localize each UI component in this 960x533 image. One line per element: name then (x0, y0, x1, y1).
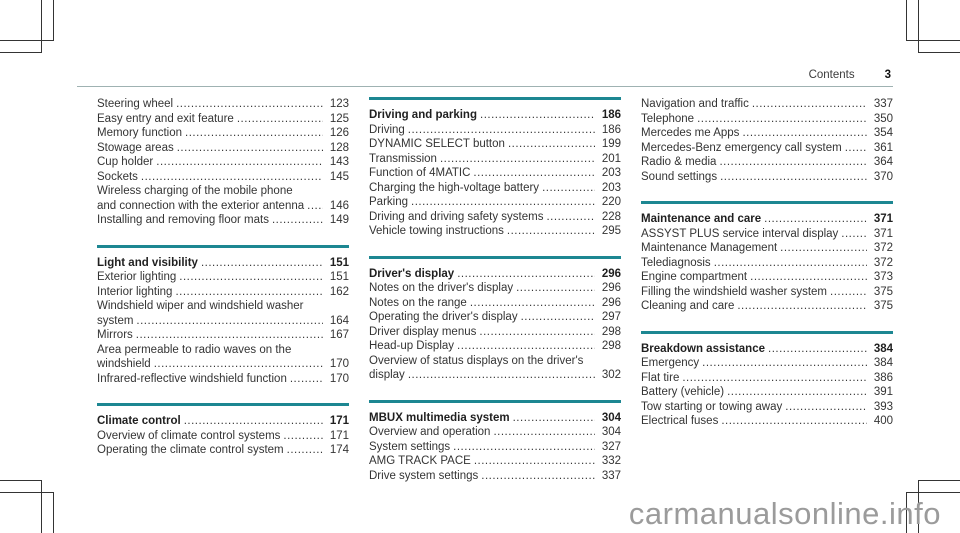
dot-leader (521, 310, 595, 325)
toc-entry (97, 184, 349, 213)
toc-entry-page-number: 296 (601, 282, 621, 294)
toc-entry (641, 285, 893, 300)
toc-entry (641, 112, 893, 127)
toc-entry-title: Notes on the range (369, 296, 467, 309)
dot-leader (440, 152, 595, 167)
toc-entry-page-number: 186 (601, 109, 621, 121)
toc-entry-page-number: 151 (329, 256, 349, 269)
toc-entry-page-number: 149 (329, 214, 349, 226)
toc-entry (97, 343, 349, 372)
toc-entry-title: Driving and parking (369, 109, 477, 121)
toc-entry-page-number: 298 (601, 325, 621, 338)
toc-entry-title: Mercedes me Apps (641, 127, 740, 139)
dot-leader (682, 371, 867, 386)
toc-entry-page-number: 297 (601, 311, 621, 323)
dot-leader (283, 429, 323, 444)
dot-leader (307, 199, 323, 214)
toc-entry-title: Driver display menus (369, 325, 477, 338)
toc-entry-title: Telephone (641, 112, 695, 125)
dot-leader (237, 112, 323, 127)
dot-leader (287, 443, 323, 458)
dot-leader (742, 126, 867, 141)
toc-entry-title: Maintenance and care (641, 213, 762, 225)
toc-entry-page-number: 171 (329, 415, 349, 427)
toc-section (97, 403, 349, 458)
toc-entry-page-number: 296 (601, 296, 621, 309)
dot-leader (408, 123, 595, 138)
toc-entry-title: Telediagnosis (641, 256, 711, 269)
toc-entry (369, 310, 621, 325)
section-divider-rule (369, 400, 621, 403)
toc-column (641, 97, 893, 429)
toc-entry-title: Breakdown assistance (641, 342, 766, 355)
dot-leader (185, 126, 323, 141)
toc-entry-page-number: 143 (329, 156, 349, 168)
header-page-number: 3 (884, 69, 891, 81)
toc-entry (641, 299, 893, 314)
dot-leader (479, 325, 595, 340)
toc-column (369, 97, 621, 483)
dot-leader (457, 339, 595, 354)
toc-entry-title: and connection with the exterior antenna (97, 199, 305, 212)
toc-entry (97, 170, 349, 185)
toc-entry-title: Vehicle towing instructions (369, 225, 504, 237)
toc-entry-title: Emergency (641, 357, 700, 369)
toc-entry (641, 141, 893, 156)
toc-entry-title: Sockets (97, 170, 138, 183)
dot-leader (768, 342, 867, 357)
toc-entry-page-number: 384 (873, 357, 893, 369)
toc-entry (97, 443, 349, 458)
toc-entry-page-number: 125 (329, 112, 349, 125)
toc-entry-page-number: 203 (601, 181, 621, 194)
toc-column (97, 97, 349, 458)
section-divider-rule (641, 331, 893, 334)
toc-entry-page-number: 199 (601, 138, 621, 150)
toc-entry-page-number: 375 (873, 300, 893, 312)
toc-entry-wrap-line: Wireless charging of the mobile phone (97, 185, 293, 197)
toc-entry (369, 425, 621, 440)
toc-entry-page-number: 350 (873, 112, 893, 125)
toc-entry-title: DYNAMIC SELECT button (369, 138, 505, 150)
toc-entry-title: Stowage areas (97, 141, 174, 154)
toc-entry (641, 371, 893, 386)
dot-leader (453, 440, 595, 455)
toc-entry-page-number: 354 (873, 127, 893, 139)
toc-entry (97, 126, 349, 141)
toc-entry-page-number: 203 (601, 167, 621, 179)
toc-section (97, 245, 349, 387)
section-divider-rule (641, 201, 893, 204)
toc-entry-title: Interior lighting (97, 285, 173, 298)
toc-entry (369, 210, 621, 225)
toc-entry-title: Steering wheel (97, 98, 174, 110)
toc-entry-page-number: 126 (329, 127, 349, 139)
toc-entry-title: Exterior lighting (97, 271, 177, 283)
dot-leader (272, 213, 323, 228)
toc-entry-title: windshield (97, 358, 151, 370)
dot-leader (201, 256, 323, 271)
dot-leader (184, 414, 323, 429)
toc-entry-title: MBUX multimedia system (369, 411, 510, 424)
toc-section-header-entry (97, 256, 349, 271)
toc-entry-page-number: 201 (601, 152, 621, 165)
toc-entry (641, 227, 893, 242)
dot-leader (542, 181, 595, 196)
dot-leader (136, 328, 323, 343)
toc-entry (369, 454, 621, 469)
toc-entry-page-number: 337 (601, 469, 621, 482)
crop-mark-top-left-inner (0, 0, 54, 41)
dot-leader (845, 141, 867, 156)
toc-entry (369, 224, 621, 239)
toc-entry-page-number: 393 (873, 400, 893, 413)
toc-entry-page-number: 170 (329, 372, 349, 385)
toc-entry (97, 429, 349, 444)
toc-entry-wrap-line: Overview of status displays on the driver's (369, 354, 584, 367)
toc-entry-title: Operating the climate control system (97, 444, 284, 456)
toc-entry (97, 112, 349, 127)
toc-entry-title: Driving and driving safety systems (369, 210, 544, 223)
dot-leader (457, 267, 595, 282)
dot-leader (719, 155, 867, 170)
toc-entry (641, 241, 893, 256)
dot-leader (493, 425, 595, 440)
toc-entry (369, 354, 621, 383)
toc-entry-page-number: 298 (601, 340, 621, 352)
toc-entry-page-number: 295 (601, 225, 621, 237)
toc-section (369, 256, 621, 383)
toc-entry (97, 372, 349, 387)
toc-entry (641, 256, 893, 271)
toc-entry-page-number: 220 (601, 196, 621, 208)
toc-entry-title: ASSYST PLUS service interval display (641, 227, 839, 240)
toc-entry-page-number: 372 (873, 242, 893, 254)
dot-leader (780, 241, 867, 256)
toc-entry (97, 155, 349, 170)
toc-entry (369, 339, 621, 354)
toc-entry-page-number: 128 (329, 141, 349, 154)
toc-entry-title: Radio & media (641, 156, 717, 168)
dot-leader (513, 411, 595, 426)
toc-entry-page-number: 123 (329, 98, 349, 110)
toc-section-header-entry (97, 414, 349, 429)
toc-entry-title: Sound settings (641, 170, 718, 183)
toc-entry-title: Filling the windshield washer system (641, 285, 827, 298)
toc-entry-title: Drive system settings (369, 469, 479, 482)
page-header (77, 68, 893, 87)
toc-entry-page-number: 361 (873, 141, 893, 154)
toc-entry-page-number: 384 (873, 342, 893, 355)
toc-columns (97, 97, 893, 483)
watermark: carmanualsonline.info (628, 496, 941, 531)
toc-entry (369, 469, 621, 484)
section-divider-rule (369, 256, 621, 259)
toc-entry-page-number: 296 (601, 267, 621, 280)
toc-entry (97, 213, 349, 228)
toc-entry (641, 97, 893, 112)
toc-section (97, 97, 349, 228)
toc-entry (369, 195, 621, 210)
toc-entry-title: Head-up Display (369, 340, 455, 352)
toc-section-header-entry (641, 342, 893, 357)
dot-leader (481, 469, 595, 484)
dot-leader (411, 195, 595, 210)
toc-entry-page-number: 304 (601, 426, 621, 438)
toc-entry-title: Installing and removing floor mats (97, 214, 269, 226)
toc-entry-title: Function of 4MATIC (369, 167, 471, 179)
dot-leader (480, 108, 595, 123)
toc-entry-page-number: 370 (873, 170, 893, 183)
toc-entry-page-number: 151 (329, 271, 349, 283)
toc-entry-page-number: 302 (601, 369, 621, 381)
dot-leader (752, 97, 867, 112)
toc-entry (369, 123, 621, 138)
toc-entry-page-number: 364 (873, 156, 893, 168)
toc-entry (641, 414, 893, 429)
toc-entry-page-number: 164 (329, 314, 349, 327)
toc-entry-title: Overview of climate control systems (97, 429, 281, 442)
section-divider-rule (97, 245, 349, 248)
toc-entry-page-number: 146 (329, 199, 349, 212)
dot-leader (750, 270, 867, 285)
dot-leader (141, 170, 323, 185)
toc-entry-title: Cleaning and care (641, 300, 735, 312)
toc-entry (641, 126, 893, 141)
toc-section (641, 331, 893, 429)
dot-leader (508, 137, 595, 152)
toc-entry-title: display (369, 369, 405, 381)
toc-entry-title: System settings (369, 440, 451, 453)
toc-entry (369, 281, 621, 296)
toc-entry-page-number: 170 (329, 358, 349, 370)
dot-leader (154, 357, 323, 372)
toc-entry-title: Flat tire (641, 371, 680, 384)
toc-entry (641, 356, 893, 371)
toc-entry-wrap-line: Area permeable to radio waves on the (97, 343, 292, 356)
toc-entry (641, 385, 893, 400)
toc-entry-title: Tow starting or towing away (641, 400, 783, 413)
section-divider-rule (369, 97, 621, 100)
toc-entry-title: Easy entry and exit feature (97, 112, 234, 125)
dot-leader (785, 400, 867, 415)
crop-mark-bottom-left-inner (0, 492, 54, 533)
toc-section-header-entry (641, 212, 893, 227)
toc-entry-page-number: 167 (329, 329, 349, 341)
toc-entry-page-number: 400 (873, 415, 893, 427)
toc-entry (641, 270, 893, 285)
toc-entry (97, 299, 349, 328)
toc-section-header-entry (369, 108, 621, 123)
toc-entry (97, 270, 349, 285)
toc-entry-title: Cup holder (97, 156, 154, 168)
toc-entry-title: Driving (369, 123, 405, 136)
toc-entry-page-number: 174 (329, 444, 349, 456)
toc-entry-page-number: 162 (329, 285, 349, 298)
toc-entry (369, 181, 621, 196)
toc-section-header-entry (369, 267, 621, 282)
toc-entry-page-number: 327 (601, 440, 621, 453)
toc-entry-page-number: 304 (601, 411, 621, 424)
toc-entry-title: Mirrors (97, 329, 133, 341)
dot-leader (714, 256, 867, 271)
toc-section (641, 97, 893, 184)
dot-leader (737, 299, 867, 314)
toc-section-header-entry (369, 411, 621, 426)
dot-leader (830, 285, 867, 300)
dot-leader (474, 454, 595, 469)
toc-entry (641, 400, 893, 415)
toc-entry (641, 170, 893, 185)
toc-entry (97, 97, 349, 112)
toc-section (369, 97, 621, 239)
toc-entry (369, 137, 621, 152)
dot-leader (727, 385, 867, 400)
toc-section (369, 400, 621, 484)
dot-leader (136, 314, 323, 329)
dot-leader (720, 170, 867, 185)
toc-entry-title: Light and visibility (97, 256, 198, 269)
toc-entry-page-number: 373 (873, 271, 893, 283)
crop-mark-top-right-inner (906, 0, 960, 41)
toc-entry-title: Driver's display (369, 267, 455, 280)
toc-entry-title: Climate control (97, 415, 181, 427)
toc-entry (97, 328, 349, 343)
toc-entry-title: Mercedes-Benz emergency call system (641, 141, 842, 154)
toc-entry-page-number: 145 (329, 170, 349, 183)
toc-entry (97, 285, 349, 300)
dot-leader (179, 270, 323, 285)
dot-leader (473, 166, 595, 181)
toc-entry (369, 325, 621, 340)
dot-leader (176, 97, 323, 112)
dot-leader (702, 356, 867, 371)
toc-entry-title: Parking (369, 196, 408, 208)
toc-entry-title: Charging the high-voltage battery (369, 181, 540, 194)
dot-leader (516, 281, 595, 296)
toc-entry-title: Overview and operation (369, 426, 491, 438)
dot-leader (177, 141, 323, 156)
toc-entry-title: Battery (vehicle) (641, 386, 725, 398)
toc-entry-page-number: 337 (873, 98, 893, 110)
toc-entry-page-number: 371 (873, 213, 893, 225)
dot-leader (697, 112, 867, 127)
toc-entry-title: AMG TRACK PACE (369, 455, 471, 467)
toc-entry-title: system (97, 314, 134, 327)
toc-entry-page-number: 332 (601, 455, 621, 467)
toc-entry (369, 440, 621, 455)
toc-entry-title: Memory function (97, 127, 183, 139)
toc-entry-title: Engine compartment (641, 271, 748, 283)
toc-entry-title: Electrical fuses (641, 415, 719, 427)
dot-leader (721, 414, 867, 429)
dot-leader (408, 368, 595, 383)
toc-entry-page-number: 375 (873, 285, 893, 298)
toc-entry-title: Transmission (369, 152, 437, 165)
dot-leader (175, 285, 323, 300)
toc-entry-title: Operating the driver's display (369, 311, 518, 323)
toc-entry-wrap-line: Windshield wiper and windshield washer (97, 300, 304, 312)
toc-entry-page-number: 372 (873, 256, 893, 269)
toc-entry-title: Maintenance Management (641, 242, 778, 254)
toc-entry-page-number: 391 (873, 386, 893, 398)
toc-section (641, 201, 893, 314)
section-divider-rule (97, 403, 349, 406)
dot-leader (841, 227, 867, 242)
toc-entry (97, 141, 349, 156)
toc-entry (369, 152, 621, 167)
toc-entry-page-number: 228 (601, 210, 621, 223)
header-title: Contents (808, 69, 855, 81)
toc-entry (369, 296, 621, 311)
toc-entry-title: Notes on the driver's display (369, 282, 514, 294)
toc-entry-page-number: 386 (873, 371, 893, 384)
toc-entry-page-number: 371 (873, 227, 893, 240)
toc-entry (641, 155, 893, 170)
toc-entry-page-number: 186 (601, 123, 621, 136)
dot-leader (290, 372, 323, 387)
dot-leader (546, 210, 595, 225)
dot-leader (470, 296, 595, 311)
toc-entry-title: Navigation and traffic (641, 98, 749, 110)
toc-entry-page-number: 171 (329, 429, 349, 442)
toc-entry (369, 166, 621, 181)
dot-leader (156, 155, 323, 170)
dot-leader (507, 224, 595, 239)
toc-entry-title: Infrared-reflective windshield function (97, 372, 287, 385)
dot-leader (764, 212, 867, 227)
